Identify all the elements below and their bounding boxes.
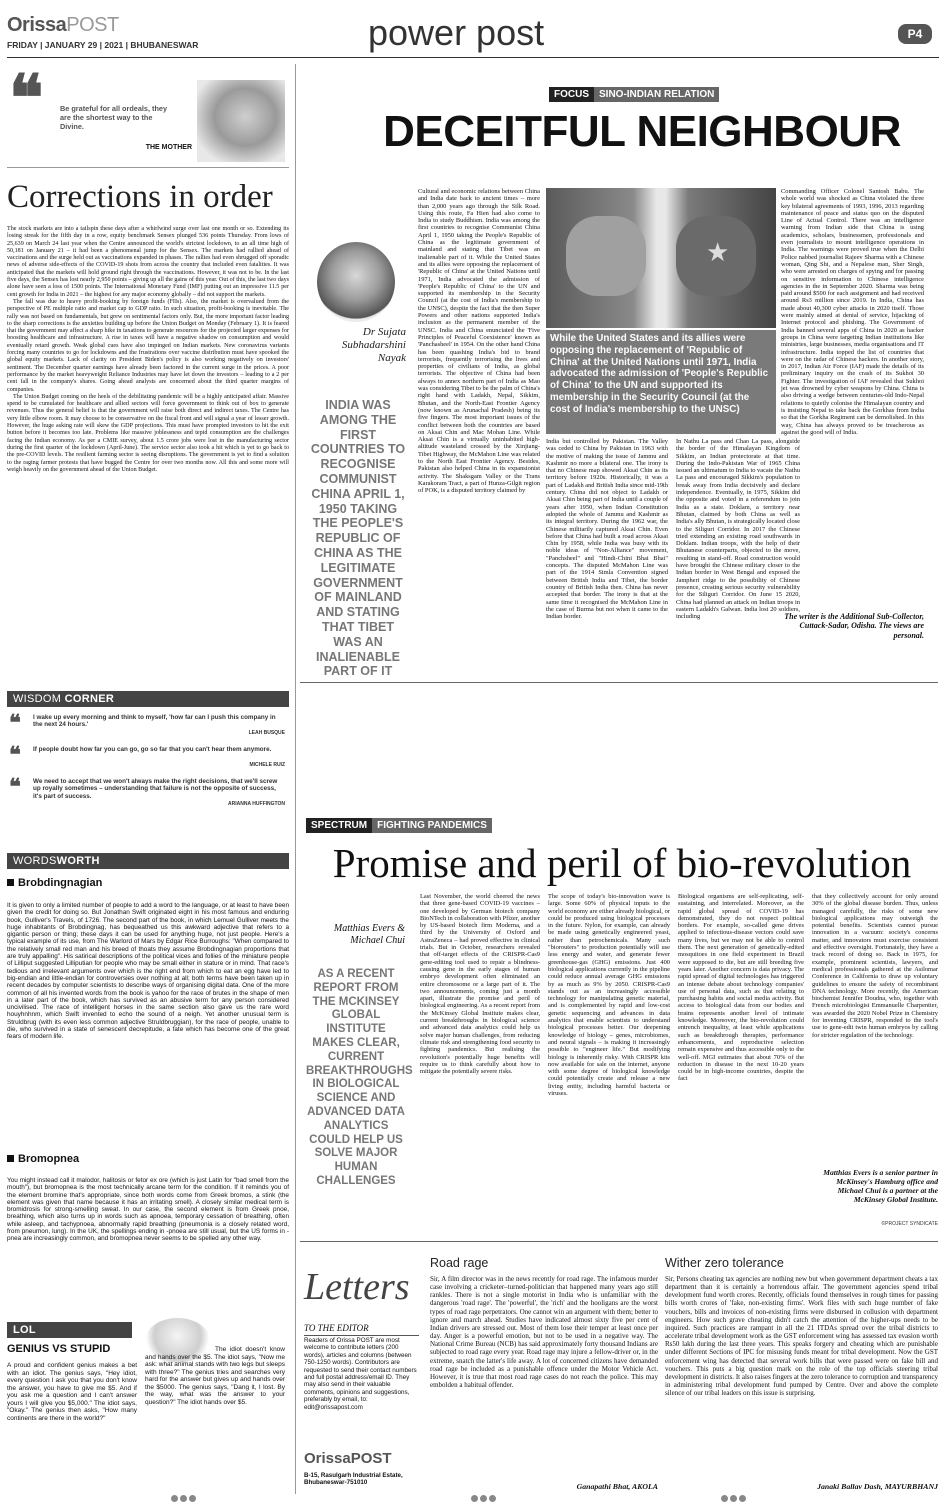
wisdom-list <box>7 710 289 824</box>
word-heading <box>7 1153 289 1165</box>
spectrum-tag: SPECTRUM <box>306 818 372 833</box>
lol-header <box>7 1322 132 1338</box>
quote-box <box>7 63 289 160</box>
letters-title: Letters <box>304 1266 410 1308</box>
letters-info: Readers of Orissa POST are most welcome to contribute letters (200 words), articles and columns (between 750-1250 words). Contributors are requested to send their contact numbers and full postal address/email ID. They may also send in their valuable comments, opinions and suggestions, preferably by email, to: edit@orissapost.com <box>304 1337 417 1411</box>
brand-big: POST <box>66 14 119 36</box>
focus-column-3: In Nathu La pass and Chao La pass, alongside the border of the Himalayan Kingdom of Sikkim, an Indian protectorate at that time. During the Indo-Pakistan War of 1965 China issued an ultimatum to India to vacate the Nathu La pass and encouraged Sikkim's population to break away from India decisively and declare independence. Eventually, in 1975, Sikkim did the opposite and voted in a referendum to join India as a state. Doklam, a territory near Bhutan, claimed by both China as well as India's ally Bhutan, is strategically located close to the Siliguri Corridor. In 2017 the Chinese tried extending an existing road southwards in Doklam. Indian troops, with the help of their Bhutanese counterparts, objected to the move, resulting in stand-off. Road construction would have brought the Chinese military closer to the Indian border in West Bengal and exposed the Jampheri ridge to the possibility of Chinese presence, creating serious security vulnerability for the Siliguri Corridor. On June 15 2020, China had planned an attack on Indian troops in eastern Ladakh's Galwan. India lost 20 soldiers, including <box>676 438 800 621</box>
focus-tag: FOCUS <box>549 87 594 102</box>
editorial-paragraph: The Union Budget coming on the heels of the debilitating pandemic will be a highly anticipated affair. Massive spend to be cumulated for healthcare and allied sectors will force government to think out of box to generate revenues. Thus the general belief is that the government will raise both direct and indirect taxes. The Centre has very little elbow room. It may choose to be conservative on the fiscal front and will signal a year of lesser growth. However, the huge asking rate will skew the GDP projections. This must have prompted investors to hit the exit button before it becomes too late. Problems like massive joblessness and tepid consumption are the challenges facing the Indian economy. As per a CMIE survey, about 1.5 crore jobs were lost in the manufacturing sector during the first quarter of the lockdown (April-June). The service sector also took a hit which is yet to go back to the pre-COVID levels. The resilient farming sector is seeing disruptions. The government is yet to find a solution to the raging farmer protests that have bugged the Centre for over two months now. All this and some more will weigh heavily on the government ahead of the Union Budget. <box>7 393 289 473</box>
print-marks <box>170 1489 210 1498</box>
wisdom-label-a: WISDOM <box>13 693 62 705</box>
lol-title: GENIUS VS STUPID <box>7 1343 111 1355</box>
wordsworth-label-b: WORTH <box>56 855 100 867</box>
focus-author: Dr Sujata Subhadarshini Nayak <box>341 326 406 364</box>
print-marks <box>720 1489 760 1498</box>
wisdom-text: We need to accept that we won't always make the right decisions, that we'll screw up royally sometimes – understanding that failure is not the opposite of success, it's part of success. <box>33 778 278 800</box>
word-title: Bromopnea <box>18 1153 80 1165</box>
wisdom-author: LEAH BUSQUE <box>248 730 285 736</box>
spectrum-author: Matthias Evers & Michael Chui <box>333 923 405 946</box>
author-photo <box>317 242 395 322</box>
word-title: Brobdingnagian <box>18 877 103 889</box>
dateline: FRIDAY | JANUARY 29 | 2021 | BHUBANESWAR <box>7 40 199 50</box>
wisdom-text: I wake up every morning and think to myself, 'how far can I push this company in the next 24 hours.' <box>33 714 276 729</box>
spectrum-pull-quote: AS A RECENT REPORT FROM THE MCKINSEY GLOBAL INSTITUTE MAKES CLEAR, CURRENT BREAKTHROUGHS IN BIOLOGICAL SCIENCE AND ADVANCED DATA ANALYTICS COULD HELP US SOLVE MAJOR HUMAN CHALLENGES <box>306 968 413 1187</box>
focus-tags <box>549 84 799 101</box>
rule <box>300 1241 938 1242</box>
quote-text: Be grateful for all ordeals, they are the shortest way to the Divine. <box>60 104 168 131</box>
page-number: P4 <box>898 24 932 44</box>
focus-column-2: India but controlled by Pakistan. The Valley was ceded to China by Pakistan in 1963 with the motive of making the issue of Jammu and Kashmir no more a bilateral one. The irony is that no Chinese map showed Aksai Chin as its territory before 1920s. Historically, it was a part of Ladakh and British India since mid-19th century. China did not object to Ladakh or Aksai Chin being part of India until a couple of years after 1950, when Indian Constitution adopted the whole of Jammu and Kashmir as its integral territory. During the 1962 war, the Chinese militarily captured Aksai Chin. Even before that China had built a road across Aksai Chin by 1958, while India was busy with its noble ideas of "Non-Alliance" movement, "Panchsheel" and "Hindi-Chini Bhai Bhai" concepts. The disputed McMahon Line was part of the 1914 Simla Convention signed between British India and Tibet, the border country of British India then. China has never accepted that border. The irony is that at the same time it recognised the McMahon Line in the case of Burma but not when it came to the Indian border. <box>546 438 668 621</box>
wisdom-item <box>7 742 289 774</box>
letter-title: Road rage <box>430 1256 489 1270</box>
focus-column-4: Commanding Officer Colonel Santosh Babu. The whole world was shocked as China violated the three key bilateral agreements of 1993, 1996, 2013 regarding maintenance of peace and status quo on the disputed Line of Actual Control. There was an intelligence warning from Indian side that China is using academics, scholars, businessmen, professionals and even journalists to mount intelligence operations in India. The warnings were proved true when the Delhi Police nabbed journalist Rajeev Sharma with a Chinese woman, Qing Shi, and a Nepalese man, Sher Singh, who were arrested on charges of spying and for passing on sensitive information to Chinese intelligence agencies in the in September 2020. Sharma was being paid around $500 for each assignment and had received around Rs3 million since 2019. In India, China has made about 40,300 cyber attacks in 2020 itself. Those were mainly aimed at denial of service, hijacking of Internet protocol and phishing. The Government of India banned several apps of China in 2020 as hacker groups in China were targeting Indian institutions like ministries, large businesses, media organisations and IT infrastructure. India topped the list of countries that were on the radar of Chinese hackers. In another story, in 2017, Indian Air Force (IAF) made the details of its preliminary inquiry on the crash of its Sukhoi 30 Fighter. The investigation of IAF revealed that Sukhoi jet was drowned by cyber weapons by China. China is also driving a wedge between centuries-old Indo-Nepal relations to quietly colonise the Himalayan country and is insisting Nepal to take back the Gorkhas from India so that the Gorkha Regiment can be demolished. In this way, China has always proved to be treacherous as against the good will of India. <box>781 188 924 436</box>
letter-text: Sir, Persons cheating tax agencies are nothing new but when government department cheats a tax department than it is certainly a horrendous affair. The government agencies spend tribal development fund worth crores. Recently, officials found themselves in rough times for passing bills worth crores of 'fake, non-existing firms'. Work files with such huge number of fake vouchers, bills and invoices of non-existing firms were disbursed in collusion with department engineers. How such grave cheating didn't catch the attention of the higher-ups needs to be inquired. Such practices are rampant in all the 21 ITDAs spread over the tribal districts to accelerate tribal development work as the GST enforcement wing has assessed tax evasion worth Rs50 lakh during the last three years. This speaks forgery and cheating which are punishable under different Sections of IPC for misusing funds meant for tribal development. Now the GST enforcement wing has detected that several work bills that were passed were on fake bill and vouchers. This puts a big question mark on the role of the top officials steering tribal development in districts. It also raises fingers at the zero tolerance to corruption and transparency in administering tribal development fund pumped by Centre. Over and above the complete silence of our tribal leaders on this issue is surprising. <box>665 1275 938 1398</box>
editorial-paragraph: The fall was due to heavy profit-booking by foreign funds (FIIs). Also, the market is overvalued from the perspective of PE multiple ratio and market cap to GDP ratio. In such situation, profit-booking is inevitable. The rally was not based on fundamentals, but grew on sentimental factors only. But, the more important factor leading to the sharp corrections is the anxieties building up before the Union Budget on Monday (February 1). It is feared that the government may affect a sharp hike in taxations to generate resources for the projected larger expenses for boosting healthcare and infrastructure. A rise in taxes will have a negative shadow on consumption and would eventually retard growth. Weak global cues have also impinged on Indian markets. New coronavirus variants forcing many countries to go for lockdowns and the frustrations over vaccine distribution must have spooked the global equity markets. Lack of clarity on President Biden's policy is also working negatively on investors' sentiment. The December quarter earnings have already been factored in the current surge in the prices. A poor performance by the market heavyweight Reliance Industries may have let down the investors – leading to a 2 per cent fall in the company's shares. Going ahead analysts are concerned about the third quarter margins of companies. <box>7 298 289 393</box>
focus-headline: DECEITFUL NEIGHBOUR <box>383 107 901 156</box>
letters-logo: OrissaPOST <box>304 1450 392 1467</box>
letter-signature: Janaki Ballav Dash, MAYURBHANJ <box>817 1482 938 1491</box>
star-icon: ★ <box>706 238 730 267</box>
wordsworth-header <box>7 853 289 869</box>
portrait-image <box>197 80 285 162</box>
lol-text: The idiot doesn't know and hands over the $5. The idiot says, "Now me ask: what animal stands with two legs but sleeps with three?" The genius tries and searches very hard for the answer but gives up and hands over the $5000. The genius says, "Dang it, I lost. By the way, what was the answer to your question?" The idiot hands over $5. <box>145 1346 285 1406</box>
masthead-rule <box>7 57 939 58</box>
spectrum-tags <box>306 815 566 832</box>
spectrum-topic-tag: FIGHTING PANDEMICS <box>372 818 492 833</box>
spectrum-credit: ©PROJECT SYNDICATE <box>881 1221 938 1227</box>
brand-logo <box>7 14 119 37</box>
spectrum-column-1: Last November, the world cheered the news that three gene-based COVID-19 vaccines – one developed by German biotech company BioNTech in collaboration with Pfizer, another by US-based biotech firm Moderna, and a third by the University of Oxford and AstraZeneca – had proved effective in clinical trials. But in October, researchers revealed that off-target effects of the CRISPR-Cas9 gene-editing tool used to repair a blindness-causing gene in the early stages of human embryo development often eliminated an entire chromosome or a large part of it. The two announcements, coming just a month apart, illustrate the promise and peril of biological engineering. As a recent report from the McKinsey Global Institute makes clear, current breakthroughs in biological science and advanced data analytics could help us solve major human challenges, from reducing climate risk and strengthening food security to fighting pandemics. But realising the revolution's potentially huge benefits will require us to think carefully about how to mitigate the potentially severe risks. <box>420 893 540 1076</box>
word-heading <box>7 877 289 889</box>
spectrum-column-3: Biological organisms are self-replicating, self-sustaining, and interrelated. Moreover, as the rapid global spread of COVID-19 has demonstrated, they do not respect political borders. For example, so-called gene drives applied to infectious-disease vectors could save many lives, but we may not be able to control them. The next generation of genetically-edited mosquitoes in one field experiment in Brazil were supposed to die, but are still breeding five years later. Another concern is data privacy. The rapid spread of digital technologies has triggered an intense debate about technology companies' use of personal data, such as that relating to purchasing habits and social media activity. But access to biological data from our bodies and brains represents another level of intimate knowledge. Moreover, the bio-revolution could entrench inequality, at least while applications such as breakthrough therapies, performance enhancements, and reproductive selection remain expensive and thus accessible only to the well-off. MGI estimates that about 70% of the reduction in disease in the next 10-20 years could be in high-income countries, despite the fact <box>678 893 804 1083</box>
focus-author-note: The writer is the Additional Sub-Collector, Cuttack-Sadar, Odisha. The views are personal. <box>784 612 924 640</box>
editorial-title: Corrections in order <box>7 179 273 215</box>
wisdom-label-b: CORNER <box>64 693 115 705</box>
rule <box>300 682 938 683</box>
rule <box>7 167 289 168</box>
brand-small: Orissa <box>7 14 67 36</box>
word-definition: It is given to only a limited number of people to add a word to the language, or at least to have been given the credit for doing so. But Jonathan Swift originated eight in his most famous and enduring book, Gulliver's Travels, of 1726. The second part of the book, in which Lemuel Gulliver meets the huge inhabitants of Brobdingnag, has bequeathed us this awkward adjective that refers to a gigantic person or thing; these days it can be used for anything huge, not just people. Here's a typical example of its use, from The Warlord of Mars by Edgar Rice Burroughs: "When compared to the relatively small red man and his breed of thoats they assume Brobdingnagian proportions that are truly appalling". His satirical descriptions of the political vices and follies of the miniature people of Lilliput suggested Lilliputian for people who may be small either in stature or in mind. That race's tedious and irrelevant arguments over which is the right end from which to eat an egg have led to big-endian and little-endian for controversies over nothing at all; both terms have been taken up in recent decades by computer scientists to describe ways of organising digital data. One of the more common of all his invented words from the book is yahoo for the race of brutes in the shape of men in a later part of the book, which has survived as an abusive term for any person considered uncivilised. The race of intelligent horses in the same section also gave us the rare word houyhnhnm, which Swift invented to echo the sound of a neigh. Yet another unusual term is Struldbrug (with its even less common adjective Struldbruggian), for the race of people, unable to die, who survived in a state of senescent decrepitude, a fate which has become one of the great fears of modern life. <box>7 902 289 1041</box>
spectrum-column-4: that they collectively account for only around 30% of the global disease burden. Thus, unless managed carefully, the risks of some new biological applications may outweigh the potential benefits. Scientists cannot pursue innovation in a vacuum: society's concerns matter, and innovators must exercise consistent and effective oversight. Fortunately, they have a track record of doing so. Back in 1975, for example, prominent scientists, lawyers, and medical professionals gathered at the Asilomar Conference in California to draw up voluntary guidelines to ensure the safety of recombinant DNA technology. More recently, the American biochemist Jennifer Doudna, who, together with French microbiologist Emmanuelle Charpentier, was awarded the 2020 Nobel Prize in Chemistry for inventing CRISPR, responded to the tool's use to gene-edit twin human embryos by calling for stricter regulation of the technology. <box>812 893 938 1039</box>
print-marks <box>470 1489 510 1498</box>
column-rule <box>295 64 296 1494</box>
quote-author: THE MOTHER <box>145 144 192 151</box>
wisdom-text: If people doubt how far you can go, go so far that you can't hear them anymore. <box>33 746 272 753</box>
spectrum-author-note: Matthias Evers is a senior partner in McKinsey's Hamburg office and Michael Chui is a partner at the McKinsey Global Institute. <box>823 1168 938 1204</box>
letters-big <box>304 1262 424 1326</box>
letter-text: Sir, A film director was in the news recently for road rage. The infamous murder case involving a cricketer–turned-politician that happened many years ago still rankles. There is not a single motorist in India who is unfamiliar with the dangerous 'road rage'. The 'powerful', the 'rich' and the hooligans are the worst types of road rage perpetrators. One cannot win an argument with them; better to ignore and march ahead. Studies have indicated almost sixty five per cent of Indian drivers are stressed out. Most of them lose their temper at least once per day. Anger is a powerful emotion, but not to be used in a negative way. The National Crime Bureau (NCB) has said approximately forty thousand Indians are subjected to road rage every year. Road rage may injure a fellow-driver or, in the extreme, snatch the latter's life away. A lot of concerned citizens have demanded road rage be included as a punishable offence under the Motor Vehicle Act. However, it is true that most road rage cases do not reach the police. This may embolden a habitual offender. <box>430 1275 658 1390</box>
quote-icon: ❝ <box>9 63 44 134</box>
editorial-paragraph: The stock markets are into a tailspin these days after a whirlwind surge over last one month or so. Extending its losing streak for the fifth day in a row, equity benchmark Sensex plunged 536 points Thursday. From lows of 25,639 on March 24 last year when the Centre announced the world's strictest lockdown, to an all time high of 50,181 on January 21 – it had been a phenomenal jump for the Sensex. The markets had rallied ahead of vaccinations and the surge held out as vaccinations expanded in phases. The rallies had even shrugged off sporadic news of adverse side-effects of the COVID-19 shots from across the country that included even fatalities. It was anticipated that the markets will hold ground right through the vaccinations. However, it was not to be. In the last five days, the Sensex has lost nearly 2,950 points – giving up all the gains of this year. Out of this, the last two days alone have seen a loss of 1500 points. The International Monetary Fund (IMF) putting out an impressive 11.5 per cent growth for India in 2021 – the highest for any major economy globally – did not support the markets. <box>7 226 289 298</box>
masthead <box>0 0 945 60</box>
focus-flags-image <box>546 188 776 328</box>
section-title: power post <box>368 12 545 53</box>
focus-topic-tag: SINO-INDIAN RELATION <box>594 87 719 102</box>
wisdom-item <box>7 774 289 818</box>
editorial-body <box>7 226 289 672</box>
wordsworth-label-a: WORDS <box>13 855 57 867</box>
spectrum-column-2: The scope of today's bio-innovation wave is large. Some 60% of physical inputs to the world economy are either already biological, or could be produced using biological processes in the future. Nylon, for example, can already be made using genetically engineered yeast, rather than petrochemicals. Many such "biorouters" to production potentially will use less energy and water, and generate fewer greenhouse-gas (GHG) emissions. Just 400 biological applications currently in the pipeline could reduce annual average GHG emissions by as much as 9% by 2050. CRISPR-Cas9 stands out as an increasingly accessible technology for manipulating genetic material, and is complemented by rapid and low-cost genetic sequencing and advances in data analytics that enable scientists to understand biological processes better. Our deepening knowledge of biology – genes, microbiomes, and neural signals – is making it increasingly possible to "engineer life." But modifying biology is inherently risky. With CRISPR kits now available for sale on the internet, anyone with some degree of biological knowledge could potentially create and release a new living entity, including harmful bacteria or viruses. <box>548 893 670 1098</box>
quote-icon: ❝ <box>9 742 21 767</box>
focus-image-caption: While the United States and its allies were opposing the replacement of 'Republic of China' at the United Nations until 1971, India advocated the admission of 'People's Republic of China' to the UN and supported its membership in the Security Council (at the cost of India's membership to the UNSC) <box>546 330 776 434</box>
quote-icon: ❝ <box>9 710 21 735</box>
letter-signature: Ganapathi Bhat, AKOLA <box>576 1482 658 1491</box>
spectrum-headline: Promise and peril of bio-revolution <box>332 840 912 886</box>
word-definition: You might instead call it malodor, halitosis or fetor ex ore (which is just Latin for "bad smell from the mouth"), but bromopnea is the most technically arcane term for the condition. If it reminds you of the element bromine that's appropriate, since both words come from Greek bromos, a stink (the element was given that name because it has an irritating smell). A closely similar medical term is bromidrosis for strong-smelling sweat. In our case, the second element is from Greek pnoe, breathing, which also turns up in words such as apnoea, temporary cessation of breathing, often while asleep, and tachypnoea, abnormally rapid breathing (pneumonia is a closely related word, from pneumon, lung). In the UK, the spellings ending in -pnoea are still usual, but the US forms in -pnea are increasingly common, and bromopnea never seems to be spelled any other way. <box>7 1177 289 1243</box>
lol-label: LOL <box>13 1324 36 1336</box>
wisdom-author: ARIANNA HUFFINGTON <box>228 801 285 807</box>
letter-title: Wither zero tolerance <box>665 1256 784 1270</box>
quote-icon: ❝ <box>9 774 21 799</box>
letters-address: B-15, Rasulgarh Industrial Estate, Bhubaneswar-751010 <box>304 1472 403 1487</box>
wisdom-author: MICHELE RUIZ <box>249 762 285 768</box>
focus-pull-quote: INDIA WAS AMONG THE FIRST COUNTRIES TO RECOGNISE COMMUNIST CHINA APRIL 1, 1950 TAKING THE PEOPLE'S REPUBLIC OF CHINA AS THE LEGITIMATE GOVERNMENT OF MAINLAND AND STATING THAT TIBET WAS AN INALIENABLE PART OF IT <box>310 398 406 679</box>
fist-left <box>566 216 646 296</box>
focus-column-1: Cultural and economic relations between China and India date back to ancient times – more than 2,000 years ago through the Silk Road. Using this route, Fa Hien had also come to India to study Buddhism. India was among the first countries to recognise Communist China April 1, 1950 taking the People's Republic of China as the legitimate government of mainland and stating that Tibet was an inalienable part of it. While the United States and its allies were opposing the replacement of 'Republic of China' at the United Nations until 1971, India advocated the admission of 'People's Republic of China' to the UN and supported its membership in the Security Council (at the cost of India's membership to the UNSC), despite the fact that the then Super Powers and other nations supported India's inclusion as the permanent member of the UNSC. India and China enunciated the 'Five Principles of Peaceful Coexistence' known as 'Panchasheel' in 1954. On the other hand China has been quashing India's bid to brand terrorists, frequently terrorising the lives and properties of civilians of India, as global terrorists. The objective of China had been always to annex northern part of India as Mao was considering Tibet to be the palm of China's right hand with Ladakh, Nepal, Sikkim, Bhutan, and the North-East Frontier Agency (now known as Arunachal Pradesh) being its five fingers. The most important issues of the conflict between both the countries are based on Aksai Chin and Mac Mohan Line. While Aksai Chin is a virtually uninhabited high-altitude wasteland crossed by the Xinjiang-Tibet Highway, the McMahon Line was related to the North East Frontier Agency. Besides, Pakistan also helped China in its expansionist activity. The Shaksgam Valley or the Trans Karakoram Tract, a part of Hunza-Gilgit region of POK, is a disputed territory claimed by <box>418 188 540 495</box>
lol-text: A proud and confident genius makes a bet with an idiot. The genius says, "Hey idiot, every question I ask you that you don't know the answer, you have to give me $5. And if you ask me a question and I can't answer yours I will give you $5,000." The idiot says, "Okay." The genius then asks, "How many continents are there in the world?" <box>7 1362 137 1422</box>
letters-sub: TO THE EDITOR <box>304 1323 419 1336</box>
wisdom-corner-header <box>7 691 289 707</box>
wisdom-item <box>7 710 289 742</box>
